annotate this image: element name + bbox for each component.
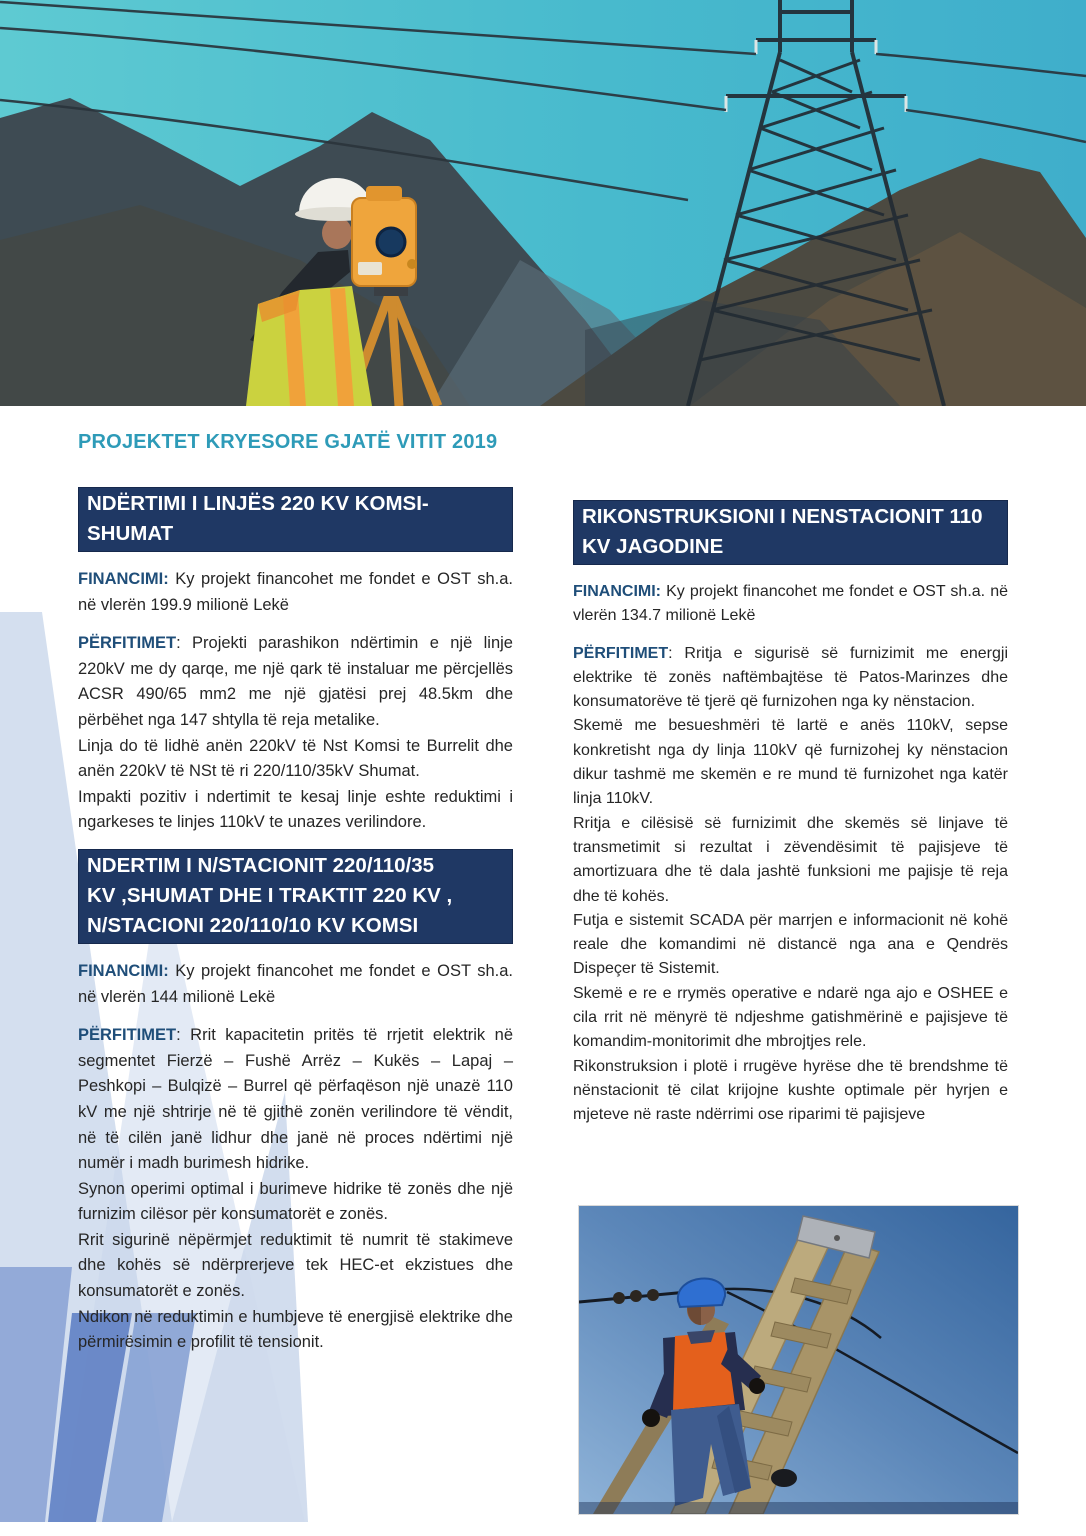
perfitimet-paragraph xyxy=(78,1023,513,1177)
hero-photo xyxy=(0,0,1086,406)
perfitimet-paragraph xyxy=(573,642,1008,715)
heading-line: RIKONSTRUKSIONI I NENSTACIONIT 110 xyxy=(582,505,983,528)
financimi-text: Ky projekt financohet me fondet e OST sh.a. në vlerën 134.7 milionë Lekë xyxy=(573,583,1008,625)
perfitimet-paragraph: Ndikon në reduktimin e humbjeve të energjisë elektrike dhe përmirësimin e profilit të tensionit. xyxy=(78,1307,513,1352)
perfitimet-paragraph: Synon operimi optimal i burimeve hidrike të zonës dhe një furnizim cilësor për konsumatorët e zonës. xyxy=(78,1179,513,1224)
perfitimet-block xyxy=(78,631,513,836)
financimi-paragraph xyxy=(78,959,513,1010)
left-column xyxy=(78,487,513,1369)
perfitimet-paragraph: Rrit sigurinë nëpërmjet reduktimit të numrit të stakimeve dhe kohës së ndërprerjeve tek HEC-et ekzistues dhe konsumatorët e zonës. xyxy=(78,1230,513,1301)
lineman-photo xyxy=(578,1205,1019,1515)
glove-art xyxy=(749,1378,765,1394)
perfitimet-paragraph: Futja e sistemit SCADA për marrjen e informacionit në kohë reale dhe komandimi në distancë nga ana e Qendrës Dispeçer të Sistemit. xyxy=(573,911,1008,978)
perfitimet-label: PËRFITIMET xyxy=(78,634,177,653)
perfitimet-paragraph: Rikonstruksion i plotë i rrugëve hyrëse dhe të brendshme të nënstacionit të cilat krijojne kushte optimale për hyrjen e mjeteve në raste ndërrimi ose riparimi të pajisjeve xyxy=(573,1057,1008,1124)
heading-line: NDERTIM I N/STACIONIT 220/110/35 xyxy=(87,853,435,877)
financimi-block xyxy=(573,580,1008,629)
boot-art xyxy=(771,1469,797,1487)
perfitimet-block xyxy=(78,1023,513,1356)
financimi-label: FINANCIMI: xyxy=(78,570,169,588)
perfitimet-label: PËRFITIMET xyxy=(573,644,669,662)
perfitimet-text: : Rrit kapacitetin pritës të rrjetit elektrik në segmentet Fierzë – Fushë Arrëz – Kukës – Lapaj – Peshkopi – Bulqizë – Burrel që përfaqëson një unazë 110 kV me një shtrirje në të gjithë zonën verilindore të vëndit, në të cilën janë lidhur dhe janë në proces ndërtimi një numër i madh burimesh hidrike. xyxy=(78,1026,513,1173)
financimi-block xyxy=(78,567,513,618)
perfitimet-paragraph: Linja do të lidhë anën 220kV të Nst Komsi te Burrelit dhe anën 220kV të NSt të ri 220/110/35kV Shumat. xyxy=(78,736,513,781)
heading-line: KV ,SHUMAT DHE I TRAKTIT 220 KV , xyxy=(87,883,453,907)
perfitimet-text: : Projekti parashikon ndërtimin e një linje 220kV me dy qarqe, me një qark të instaluar me përcjellës ACSR 490/65 mm2 me një gjatësi prej 48.5km dhe përbëhet nga 147 shtylla të reja metalike. xyxy=(78,634,513,729)
right-column xyxy=(573,500,1008,1141)
section-heading-komsi-shumat-line xyxy=(78,487,513,552)
perfitimet-block xyxy=(573,642,1008,1128)
perfitimet-paragraph xyxy=(78,631,513,733)
section-heading-komsi-substation xyxy=(78,849,513,944)
perfitimet-label: PËRFITIMET xyxy=(78,1026,177,1045)
section-heading-jagodine-substation xyxy=(573,500,1008,565)
lineman-photo-art xyxy=(579,1206,1018,1514)
financimi-paragraph xyxy=(78,567,513,618)
perfitimet-paragraph: Rritja e cilësisë së furnizimit dhe skemës së linjave të transmetimit si rezultat i zëvendësimit të pajisjeve të amortizuara dhe të dala jashtë funksioni me pajisje të reja dhe të kohës. xyxy=(573,814,1008,905)
perfitimet-paragraph: Impakti pozitiv i ndertimit te kesaj linje eshte reduktimi i ngarkeses te linjes 110kV te unazes verilindore. xyxy=(78,787,513,832)
heading-line: SHUMAT xyxy=(87,522,174,545)
page-title: PROJEKTET KRYESORE GJATË VITIT 2019 xyxy=(78,431,498,453)
financimi-text: Ky projekt financohet me fondet e OST sh.a. në vlerën 144 milionë Lekë xyxy=(78,961,513,1006)
financimi-label: FINANCIMI: xyxy=(78,961,169,980)
financimi-paragraph xyxy=(573,580,1008,629)
perfitimet-paragraph: Skemë me besueshmëri të lartë e anës 110kV, sepse konkretisht nga dy linja 110kV që furnizohej ky nënstacion dikur tashmë me skemën e re mund të furnizohet nga katër linja 110kV. xyxy=(573,717,1008,808)
financimi-block xyxy=(78,959,513,1010)
heading-line: NDËRTIMI I LINJËS 220 KV KOMSI- xyxy=(87,492,429,515)
face-art xyxy=(322,217,352,249)
heading-line: KV JAGODINE xyxy=(582,535,724,558)
financimi-label: FINANCIMI: xyxy=(573,583,661,600)
financimi-text: Ky projekt financohet me fondet e OST sh.a. në vlerën 199.9 milionë Lekë xyxy=(78,570,513,614)
lens-art xyxy=(377,228,405,256)
hivis-vest-art xyxy=(673,1332,735,1410)
perfitimet-text: : Rritja e sigurisë së furnizimit me energji elektrike të zonës naftëmbajtëse të Patos-Marinzes dhe konsumatorëve të tjerë që furnizohen nga ky nënstacion. xyxy=(573,644,1008,711)
hero-photo-art xyxy=(0,0,1086,406)
perfitimet-paragraph: Skemë e re e rrymës operative e ndarë nga ajo e OSHEE e cila rrit në mënyrë të ndjeshme gatishmërinë e pajisjeve të komandim-monitorimit dhe mbrojtjes rele. xyxy=(573,984,1008,1051)
glove-art xyxy=(642,1409,660,1427)
heading-line: N/STACIONI 220/110/10 KV KOMSI xyxy=(87,913,419,937)
